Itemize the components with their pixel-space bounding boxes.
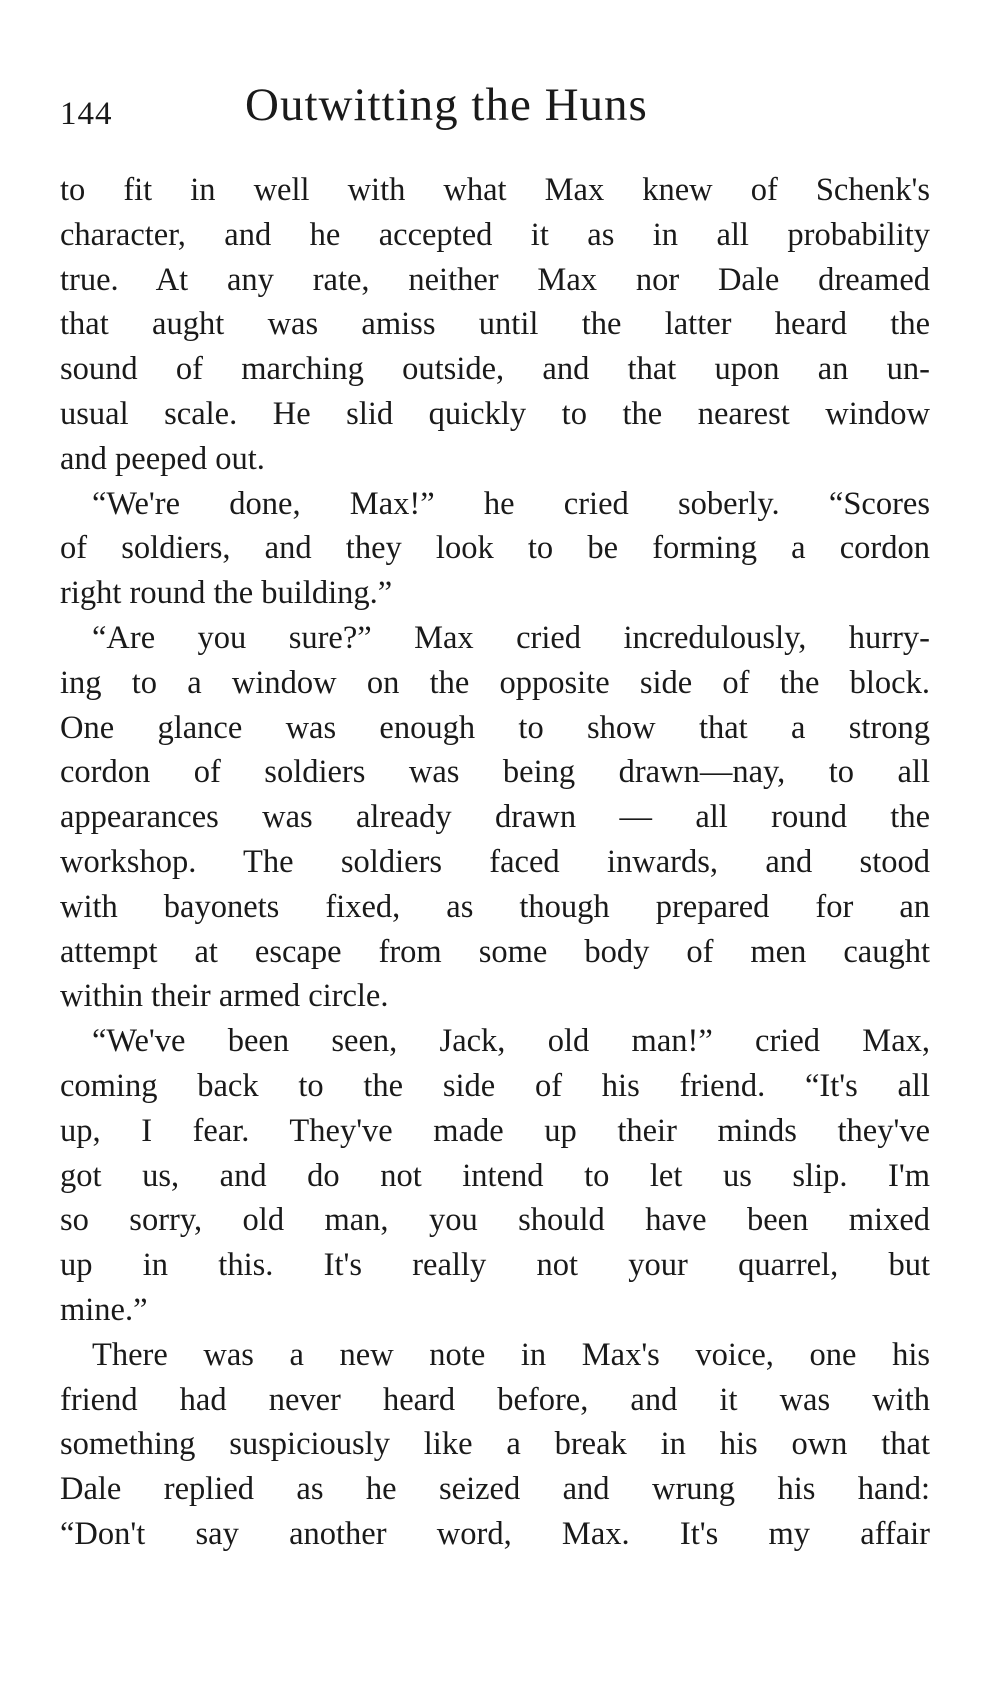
- page-number: 144: [60, 96, 113, 132]
- text-line: up, I fear. They've made up their minds they've: [60, 1112, 930, 1149]
- text-line: Dale replied as he seized and wrung his hand:: [60, 1471, 930, 1508]
- text-line: “We've been seen, Jack, old man!” cried Max,: [92, 1023, 930, 1060]
- text-line: so sorry, old man, you should have been mixed: [60, 1202, 930, 1239]
- text-line: coming back to the side of his friend. “It's all: [60, 1067, 930, 1104]
- text-line: friend had never heard before, and it was with: [60, 1381, 930, 1418]
- text-line: One glance was enough to show that a strong: [60, 709, 930, 746]
- text-line: “Are you sure?” Max cried incredulously, hurry-: [92, 619, 930, 656]
- text-line: to fit in well with what Max knew of Schenk's: [60, 172, 930, 208]
- text-line: true. At any rate, neither Max nor Dale dreamed: [60, 261, 930, 298]
- page-header: [60, 78, 930, 148]
- text-line: and peeped out.: [60, 440, 265, 477]
- text-line: of soldiers, and they look to be forming a cordon: [60, 530, 930, 567]
- text-line: There was a new note in Max's voice, one his: [92, 1336, 930, 1373]
- text-line: “We're done, Max!” he cried soberly. “Scores: [92, 485, 930, 522]
- text-line: mine.”: [60, 1291, 148, 1328]
- text-line: ing to a window on the opposite side of the block.: [60, 664, 930, 701]
- text-line: appearances was already drawn — all round the: [60, 799, 930, 836]
- text-line: up in this. It's really not your quarrel, but: [60, 1247, 930, 1284]
- text-line: within their armed circle.: [60, 978, 389, 1015]
- text-line: usual scale. He slid quickly to the nearest window: [60, 395, 930, 432]
- text-line: got us, and do not intend to let us slip. I'm: [60, 1157, 930, 1194]
- text-line: something suspiciously like a break in his own that: [60, 1426, 930, 1463]
- text-line: sound of marching outside, and that upon an un-: [60, 351, 930, 388]
- text-line: that aught was amiss until the latter heard the: [60, 306, 930, 343]
- text-line: cordon of soldiers was being drawn—nay, to all: [60, 754, 930, 791]
- text-line: with bayonets fixed, as though prepared for an: [60, 888, 930, 925]
- text-line: workshop. The soldiers faced inwards, and stood: [60, 843, 930, 880]
- text-line: “Don't say another word, Max. It's my affair: [60, 1515, 930, 1552]
- text-line: character, and he accepted it as in all probability: [60, 216, 930, 253]
- text-line: attempt at escape from some body of men caught: [60, 933, 930, 970]
- body-text: [60, 168, 930, 1557]
- running-title: Outwitting the Huns: [245, 79, 648, 131]
- text-line: right round the building.”: [60, 575, 393, 612]
